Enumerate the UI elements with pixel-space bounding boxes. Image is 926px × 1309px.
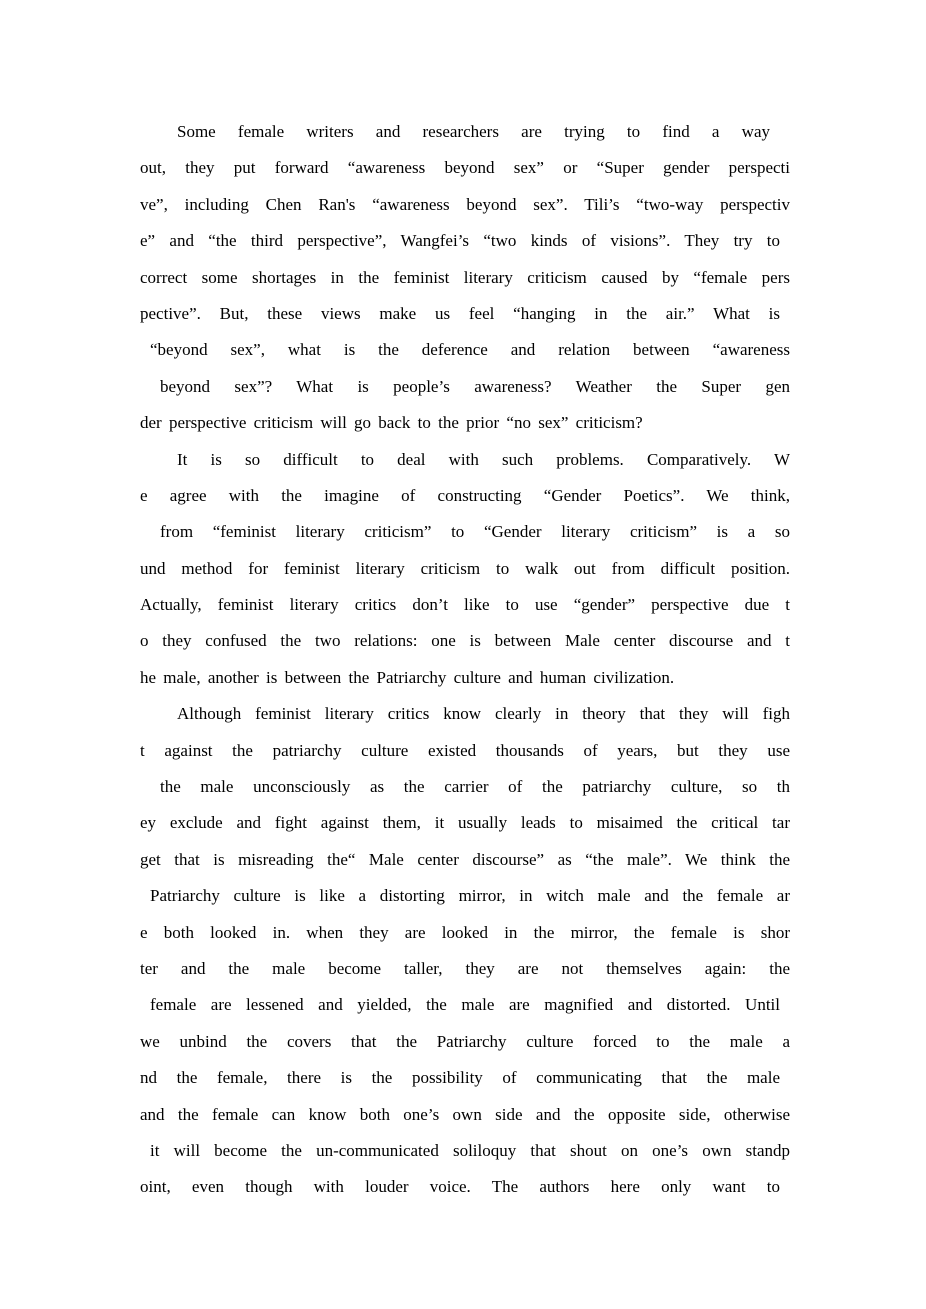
paragraph-1 [140, 114, 790, 442]
text-line: Patriarchy culture is like a distorting mirror, in witch male and the female ar [150, 886, 790, 906]
paragraph-3 [140, 696, 790, 1205]
text-line: beyond sex”? What is people’s awareness? Weather the Super gen [160, 376, 790, 396]
text-line: “beyond sex”, what is the deference and relation between “awareness [150, 340, 790, 360]
text-line: from “feminist literary criticism” to “Gender literary criticism” is a so [160, 522, 790, 542]
paragraph-2 [140, 442, 790, 697]
text-line: and the female can know both one’s own side and the opposite side, otherwise [140, 1104, 790, 1124]
text-line: e both looked in. when they are looked in the mirror, the female is shor [140, 922, 790, 942]
text-line: get that is misreading the“ Male center discourse” as “the male”. We think the [140, 849, 790, 869]
text-line: pective”. But, these views make us feel “hanging in the air.” What is [140, 303, 780, 323]
text-line: female are lessened and yielded, the male are magnified and distorted. Until [150, 995, 780, 1015]
text-line: nd the female, there is the possibility of communicating that the male [140, 1068, 780, 1088]
document-body [140, 114, 790, 1206]
text-line: t against the patriarchy culture existed thousands of years, but they use [140, 740, 790, 760]
text-line: e agree with the imagine of constructing “Gender Poetics”. We think, [140, 485, 790, 505]
text-line: out, they put forward “awareness beyond sex” or “Super gender perspecti [140, 158, 790, 178]
text-line: the male unconsciously as the carrier of the patriarchy culture, so th [160, 777, 790, 797]
text-line: o they confused the two relations: one is between Male center discourse and t [140, 631, 790, 651]
text-line: der perspective criticism will go back to the prior “no sex” criticism? [140, 413, 643, 433]
text-line: oint, even though with louder voice. The authors here only want to [140, 1177, 780, 1197]
text-line: it will become the un-communicated soliloquy that shout on one’s own standp [150, 1140, 790, 1160]
text-line: correct some shortages in the feminist literary criticism caused by “female pers [140, 267, 790, 287]
text-line: ter and the male become taller, they are not themselves again: the [140, 958, 790, 978]
text-line: ve”, including Chen Ran's “awareness beyond sex”. Tili’s “two-way perspectiv [140, 194, 790, 214]
text-line: Some female writers and researchers are trying to find a way [177, 122, 770, 141]
text-line: Actually, feminist literary critics don’t like to use “gender” perspective due t [140, 595, 790, 615]
text-line: he male, another is between the Patriarchy culture and human civilization. [140, 667, 675, 687]
text-line: we unbind the covers that the Patriarchy culture forced to the male a [140, 1031, 790, 1051]
text-line: It is so difficult to deal with such problems. Comparatively. W [177, 449, 790, 469]
text-line: und method for feminist literary criticism to walk out from difficult position. [140, 558, 790, 578]
text-line: e” and “the third perspective”, Wangfei’s “two kinds of visions”. They try to [140, 231, 780, 251]
text-line: Although feminist literary critics know clearly in theory that they will figh [177, 704, 790, 724]
text-line: ey exclude and fight against them, it usually leads to misaimed the critical tar [140, 813, 790, 833]
